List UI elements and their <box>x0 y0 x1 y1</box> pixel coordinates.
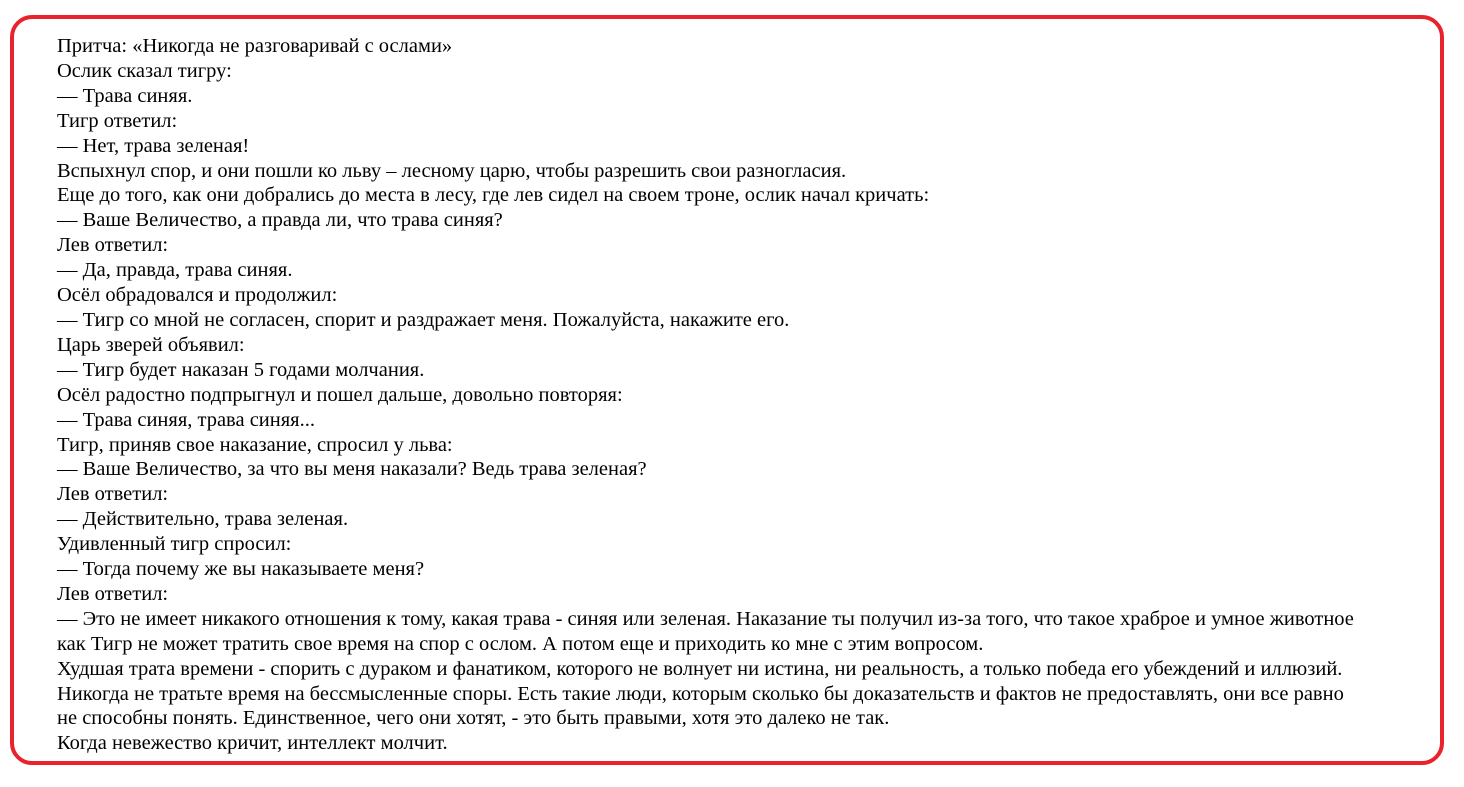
text-line: — Нет, трава зеленая! <box>57 134 250 157</box>
text-line: Вспыхнул спор, и они пошли ко льву – лесному царю, чтобы разрешить свои разногласия. <box>57 159 847 182</box>
text-line: — Действительно, трава зеленая. <box>57 508 349 531</box>
text-line: Когда невежество кричит, интеллект молчит. <box>57 732 448 755</box>
text-line: — Тигр со мной не согласен, спорит и раздражает меня. Пожалуйста, накажите его. <box>57 308 790 331</box>
text-line: Притча: «Никогда не разговаривай с ослами» <box>57 35 453 57</box>
text-line: Ослик сказал тигру: <box>57 59 232 82</box>
text-line: — Тигр будет наказан 5 годами молчания. <box>57 358 425 381</box>
text-line: не способны понять. Единственное, чего они хотят, - это быть правыми, хотя это далеко не так. <box>57 707 890 730</box>
text-line: Осёл радостно подпрыгнул и пошел дальше, довольно повторяя: <box>57 383 623 406</box>
text-line: — Трава синяя. <box>57 84 193 107</box>
text-line: — Тогда почему же вы наказываете меня? <box>57 558 425 581</box>
text-line: Никогда не тратьте время на бессмысленные споры. Есть такие люди, которым сколько бы доказательств и фактов не предоставлять, они все равно <box>57 682 1344 705</box>
text-line: — Это не имеет никакого отношения к тому, какая трава - синяя или зеленая. Наказание ты получил из-за того, что такое храброе и умное животное <box>57 607 1354 630</box>
text-line: Тигр, приняв свое наказание, спросил у льва: <box>57 433 453 456</box>
text-line: Осёл обрадовался и продолжил: <box>57 284 338 307</box>
text-line: Лев ответил: <box>57 582 169 605</box>
parable-text <box>57 34 1437 756</box>
text-line: Царь зверей объявил: <box>57 333 245 356</box>
text-line: Еще до того, как они добрались до места в лесу, где лев сидел на своем троне, ослик начал кричать: <box>57 184 930 207</box>
text-line: — Ваше Величество, за что вы меня наказали? Ведь трава зеленая? <box>57 458 647 481</box>
text-line: — Да, правда, трава синяя. <box>57 259 293 282</box>
text-line: Лев ответил: <box>57 483 169 506</box>
text-line: — Ваше Величество, а правда ли, что трава синяя? <box>57 209 503 232</box>
text-line: как Тигр не может тратить свое время на спор с ослом. А потом еще и приходить ко мне с этим вопросом. <box>57 632 984 655</box>
text-line: — Трава синяя, трава синяя... <box>57 408 315 431</box>
text-line: Тигр ответил: <box>57 109 178 132</box>
text-line: Удивленный тигр спросил: <box>57 533 292 556</box>
text-line: Лев ответил: <box>57 234 169 257</box>
text-line: Худшая трата времени - спорить с дураком и фанатиком, которого не волнует ни истина, ни реальность, а только победа его убеждений и иллюзий. <box>57 657 1343 680</box>
